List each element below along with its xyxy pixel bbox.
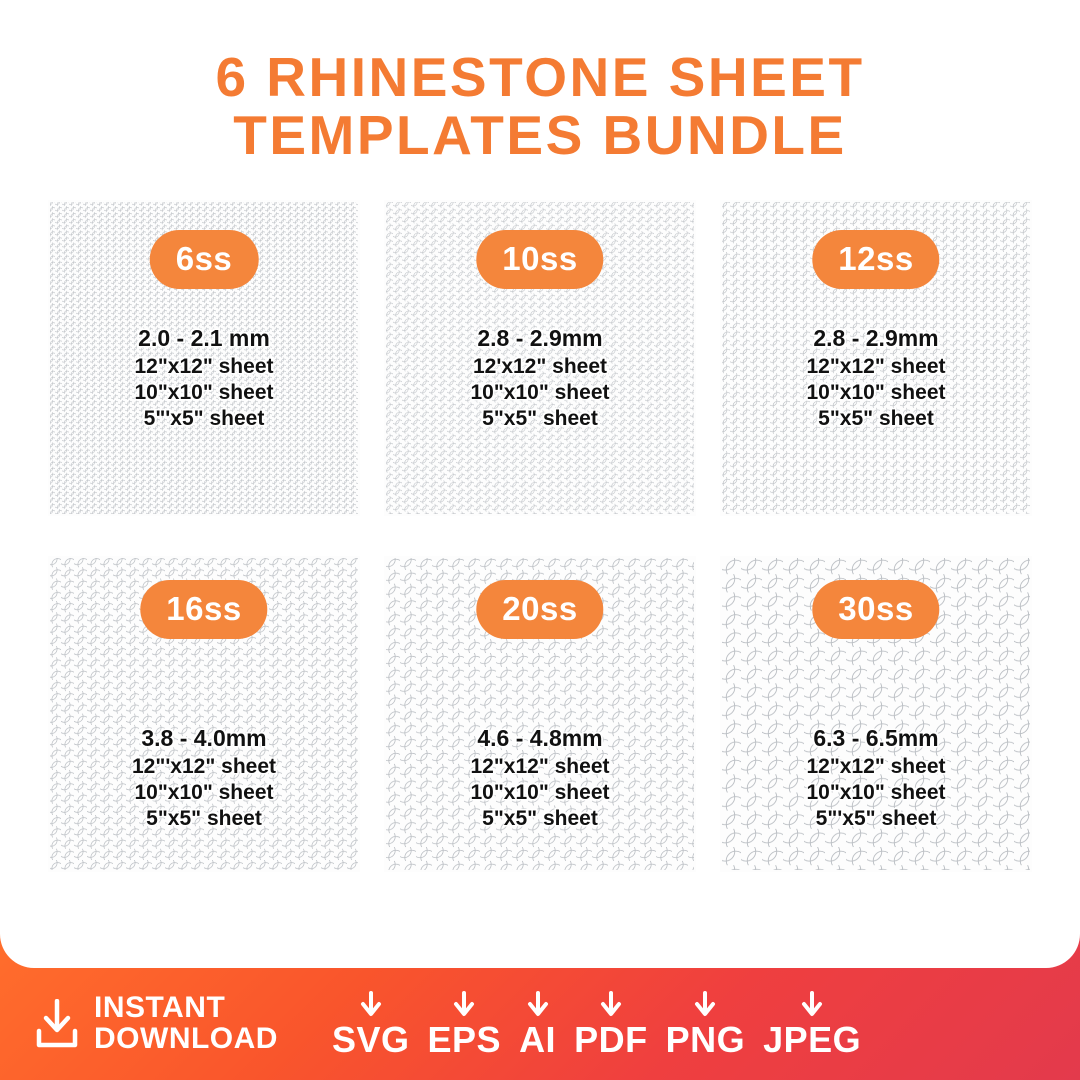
format-label: AI — [519, 1018, 557, 1060]
sheet-grid — [48, 200, 1032, 872]
file-format-list — [332, 991, 861, 1058]
page-title — [0, 48, 1080, 165]
spec-stone-size: 2.8 - 2.9mm — [813, 325, 939, 351]
spec-stone-size: 6.3 - 6.5mm — [813, 725, 939, 751]
spec-sheet-1: 12"x12" sheet — [470, 754, 610, 778]
instant-download-label — [94, 993, 278, 1054]
spec-sheet-3: 5"x5" sheet — [482, 406, 598, 430]
sheet-card[interactable] — [48, 556, 360, 872]
sheet-specs — [384, 324, 696, 432]
format-item — [519, 991, 556, 1058]
title-line-1: 6 RHINESTONE SHEET — [215, 46, 865, 108]
spec-sheet-3: 5"x5" sheet — [146, 806, 262, 830]
format-item — [332, 991, 410, 1058]
format-item — [428, 991, 502, 1058]
sheet-size-badge: 16ss — [140, 580, 267, 639]
arrow-down-icon — [692, 991, 718, 1019]
sheet-size-badge: 10ss — [476, 230, 603, 289]
format-label: PDF — [574, 1018, 648, 1060]
instant-download-group — [34, 993, 278, 1054]
spec-sheet-2: 10"x10" sheet — [806, 780, 946, 804]
spec-sheet-3: 5"x5" sheet — [818, 406, 934, 430]
download-icon — [34, 999, 80, 1049]
sheet-specs — [384, 724, 696, 832]
arrow-down-icon — [525, 991, 551, 1019]
instant-line-1: INSTANT — [94, 991, 226, 1025]
title-line-2: TEMPLATES BUNDLE — [233, 104, 847, 167]
format-item — [574, 991, 648, 1058]
spec-sheet-3: 5"x5" sheet — [482, 806, 598, 830]
spec-sheet-3: 5"'x5" sheet — [815, 806, 937, 830]
sheet-size-badge: 6ss — [150, 230, 259, 289]
spec-stone-size: 3.8 - 4.0mm — [141, 725, 267, 751]
spec-sheet-2: 10"x10" sheet — [134, 780, 274, 804]
arrow-down-icon — [358, 991, 384, 1019]
instant-line-2: DOWNLOAD — [94, 1022, 278, 1055]
sheet-size-badge: 30ss — [812, 580, 939, 639]
sheet-size-badge: 12ss — [812, 230, 939, 289]
sheet-card[interactable] — [720, 200, 1032, 516]
spec-sheet-2: 10"x10" sheet — [470, 380, 610, 404]
arrow-down-icon — [598, 991, 624, 1019]
sheet-specs — [48, 324, 360, 432]
format-item — [666, 991, 746, 1058]
spec-sheet-1: 12'x12" sheet — [472, 354, 608, 378]
spec-stone-size: 2.8 - 2.9mm — [477, 325, 603, 351]
sheet-card[interactable] — [384, 556, 696, 872]
sheet-card[interactable] — [384, 200, 696, 516]
sheet-size-badge: 20ss — [476, 580, 603, 639]
spec-sheet-1: 12"x12" sheet — [806, 354, 946, 378]
spec-sheet-2: 10"x10" sheet — [806, 380, 946, 404]
sheet-specs — [720, 724, 1032, 832]
spec-sheet-1: 12"'x12" sheet — [132, 754, 276, 778]
sheet-specs — [48, 724, 360, 832]
format-label: SVG — [331, 1018, 410, 1060]
footer-bar — [0, 968, 1080, 1080]
sheet-specs — [720, 324, 1032, 432]
sheet-card[interactable] — [720, 556, 1032, 872]
spec-sheet-1: 12"x12" sheet — [134, 354, 274, 378]
spec-sheet-3: 5"'x5" sheet — [143, 406, 265, 430]
arrow-down-icon — [799, 991, 825, 1019]
spec-stone-size: 4.6 - 4.8mm — [477, 725, 603, 751]
arrow-down-icon — [451, 991, 477, 1019]
spec-sheet-2: 10"x10" sheet — [470, 780, 610, 804]
format-label: EPS — [427, 1018, 502, 1060]
spec-sheet-2: 10"x10" sheet — [134, 380, 274, 404]
spec-sheet-1: 12"x12" sheet — [806, 754, 946, 778]
format-label: PNG — [665, 1018, 746, 1060]
format-label: JPEG — [763, 1018, 862, 1060]
spec-stone-size: 2.0 - 2.1 mm — [138, 325, 270, 351]
sheet-card[interactable] — [48, 200, 360, 516]
format-item — [763, 991, 861, 1058]
